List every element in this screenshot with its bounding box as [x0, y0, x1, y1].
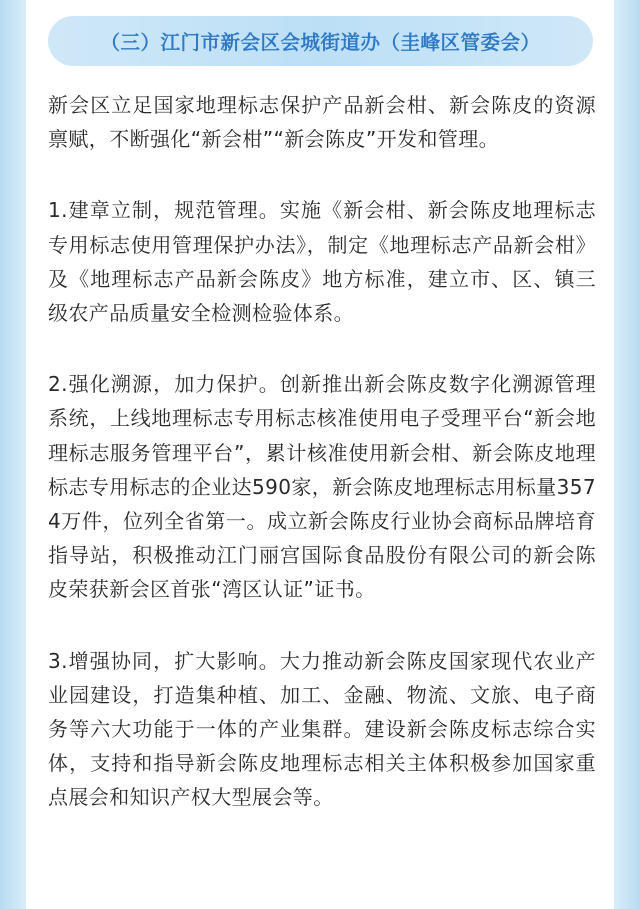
intro-paragraph: 新会区立足国家地理标志保护产品新会柑、新会陈皮的资源禀赋，不断强化“新会柑”“新会陈皮”开发和管理。 — [48, 93, 596, 152]
article-body — [48, 88, 596, 852]
section-title: （三）江门市新会区会城街道办（圭峰区管委会） — [100, 31, 541, 54]
paragraph-regulation: 1.建章立制，规范管理。实施《新会柑、新会陈皮地理标志专用标志使用管理保护办法》，制定《地理标志产品新会柑》及《地理标志产品新会陈皮》地方标准，建立市、区、镇三级农产品质量安全检测检验体系。 — [48, 198, 596, 326]
paragraph-traceability: 2.强化溯源，加力保护。创新推出新会陈皮数字化溯源管理系统，上线地理标志专用标志核准使用电子受理平台“新会地理标志服务管理平台”，累计核准使用新会柑、新会陈皮地理标志专用标志的企业达590家，新会陈皮地理标志用标量3574万件，位列全省第一。成立新会陈皮行业协会商标品牌培育指导站，积极推动江门丽宫国际食品股份有限公司的新会陈皮荣获新会区首张“湾区认证”证书。 — [48, 372, 596, 602]
paragraph-coordination: 3.增强协同，扩大影响。大力推动新会陈皮国家现代农业产业园建设，打造集种植、加工、金融、物流、文旅、电子商务等六大功能于一体的产业集群。建设新会陈皮标志综合实体，支持和指导新会陈皮地理标志相关主体积极参加国家重点展会和知识产权大型展会等。 — [48, 648, 596, 810]
section-title-banner — [48, 16, 593, 66]
